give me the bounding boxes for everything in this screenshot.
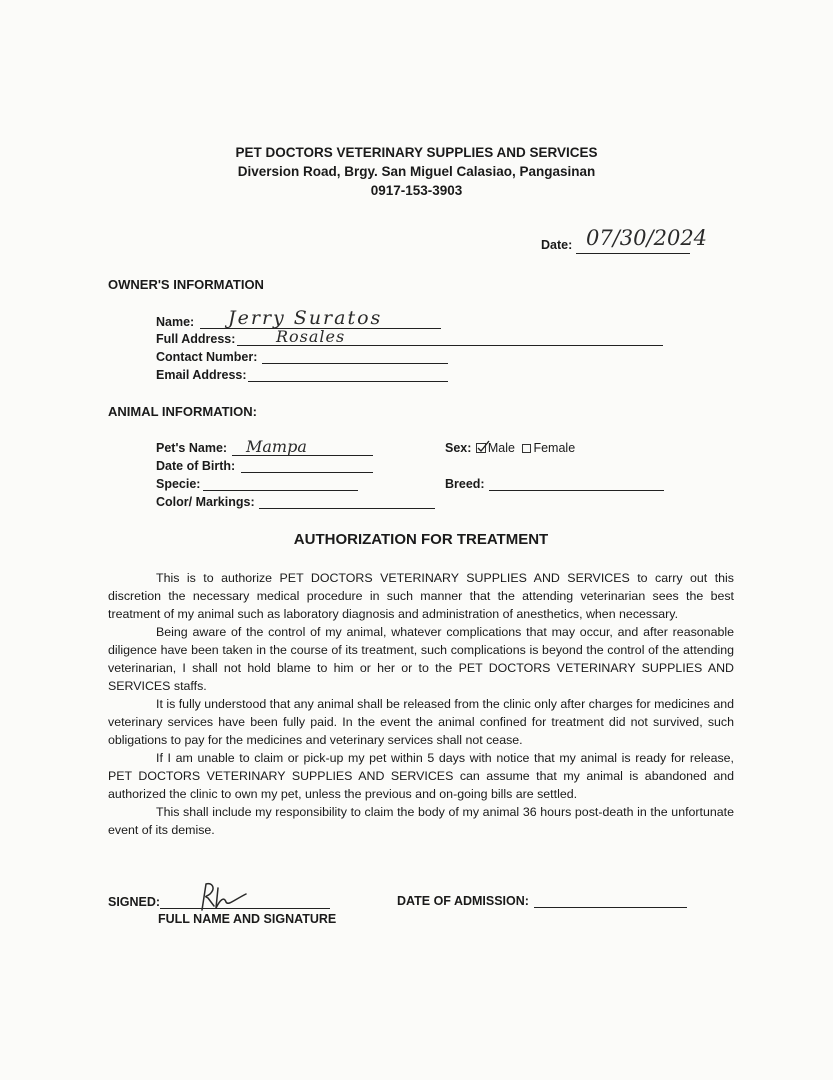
breed-label: Breed:: [445, 477, 485, 491]
checkmark-icon: [476, 440, 490, 454]
authorization-paragraph: Being aware of the control of my animal, whatever complications that may occur, and after reasonable diligence have been taken in the course of its treatment, such complications is beyond the control of the attending veterinarian, I shall not hold blame to him or her or to the PET DOCTORS VETERINARY SUPPLIES AND SERVICES staffs.: [108, 625, 734, 693]
specie-line[interactable]: [203, 490, 358, 491]
contact-number-line[interactable]: [262, 363, 448, 364]
female-checkbox[interactable]: [522, 444, 531, 453]
dob-line[interactable]: [241, 472, 373, 473]
female-option-label: Female: [533, 441, 576, 455]
owner-address-field[interactable]: Rosales: [276, 327, 346, 346]
email-address-label: Email Address:: [156, 368, 247, 382]
color-markings-label: Color/ Markings:: [156, 495, 255, 509]
authorization-paragraph: If I am unable to claim or pick-up my pet within 5 days with notice that my animal is ready for release, PET DOCTORS VETERINARY SUPPLIES AND SERVICES can assume that my animal is abandoned and authorized the clinic to own my pet, unless the previous and on-going bills are settled.: [108, 751, 734, 801]
dob-label: Date of Birth:: [156, 459, 236, 473]
color-markings-line[interactable]: [259, 508, 435, 509]
signature-caption: FULL NAME AND SIGNATURE: [158, 912, 337, 926]
signed-label: SIGNED:: [108, 895, 161, 909]
specie-label: Specie:: [156, 477, 201, 491]
authorization-paragraph: This shall include my responsibility to claim the body of my animal 36 hours post-death in the unfortunate event of its demise.: [108, 805, 734, 837]
authorization-paragraph: It is fully understood that any animal shall be released from the clinic only after charges for medicines and veterinary services have been fully paid. In the event the animal confined for treatment did not survived, such obligations to pay for the medicines and veterinary services shall not cease.: [108, 697, 734, 747]
pet-name-field[interactable]: Mampa: [246, 437, 307, 456]
date-value[interactable]: 07/30/2024: [586, 226, 708, 250]
email-address-line[interactable]: [248, 381, 448, 382]
male-checkbox[interactable]: [476, 443, 486, 453]
company-address: Diversion Road, Brgy. San Miguel Calasiao, Pangasinan: [237, 164, 596, 179]
authorization-paragraph: This is to authorize PET DOCTORS VETERINARY SUPPLIES AND SERVICES to carry out this discretion the necessary medical procedure in such manner that the attending veterinarian sees the best treatment of my animal such as laboratory diagnosis and administration of anesthetics, when necessary.: [108, 571, 734, 621]
sex-label: Sex:: [445, 441, 472, 455]
company-phone: 0917-153-3903: [370, 183, 463, 198]
sex-field: [445, 441, 575, 455]
owner-name-field[interactable]: Jerry Suratos: [228, 307, 383, 329]
company-name: PET DOCTORS VETERINARY SUPPLIES AND SERVICES: [235, 145, 598, 160]
date-line: [576, 253, 690, 254]
authorization-title: AUTHORIZATION FOR TREATMENT: [293, 531, 549, 548]
date-label: Date:: [541, 238, 573, 252]
owner-info-heading: OWNER'S INFORMATION: [108, 277, 264, 292]
date-of-admission-label: DATE OF ADMISSION:: [397, 894, 529, 908]
date-of-admission-line[interactable]: [534, 907, 687, 908]
owner-name-label: Name:: [156, 315, 195, 329]
male-option-label: Male: [487, 441, 515, 455]
breed-line[interactable]: [489, 490, 664, 491]
signature-mark[interactable]: [190, 880, 260, 914]
contact-number-label: Contact Number:: [156, 350, 258, 364]
animal-info-heading: ANIMAL INFORMATION:: [108, 404, 257, 419]
owner-address-label: Full Address:: [156, 332, 236, 346]
pet-name-label: Pet's Name:: [156, 441, 228, 455]
authorization-body: [108, 569, 734, 839]
